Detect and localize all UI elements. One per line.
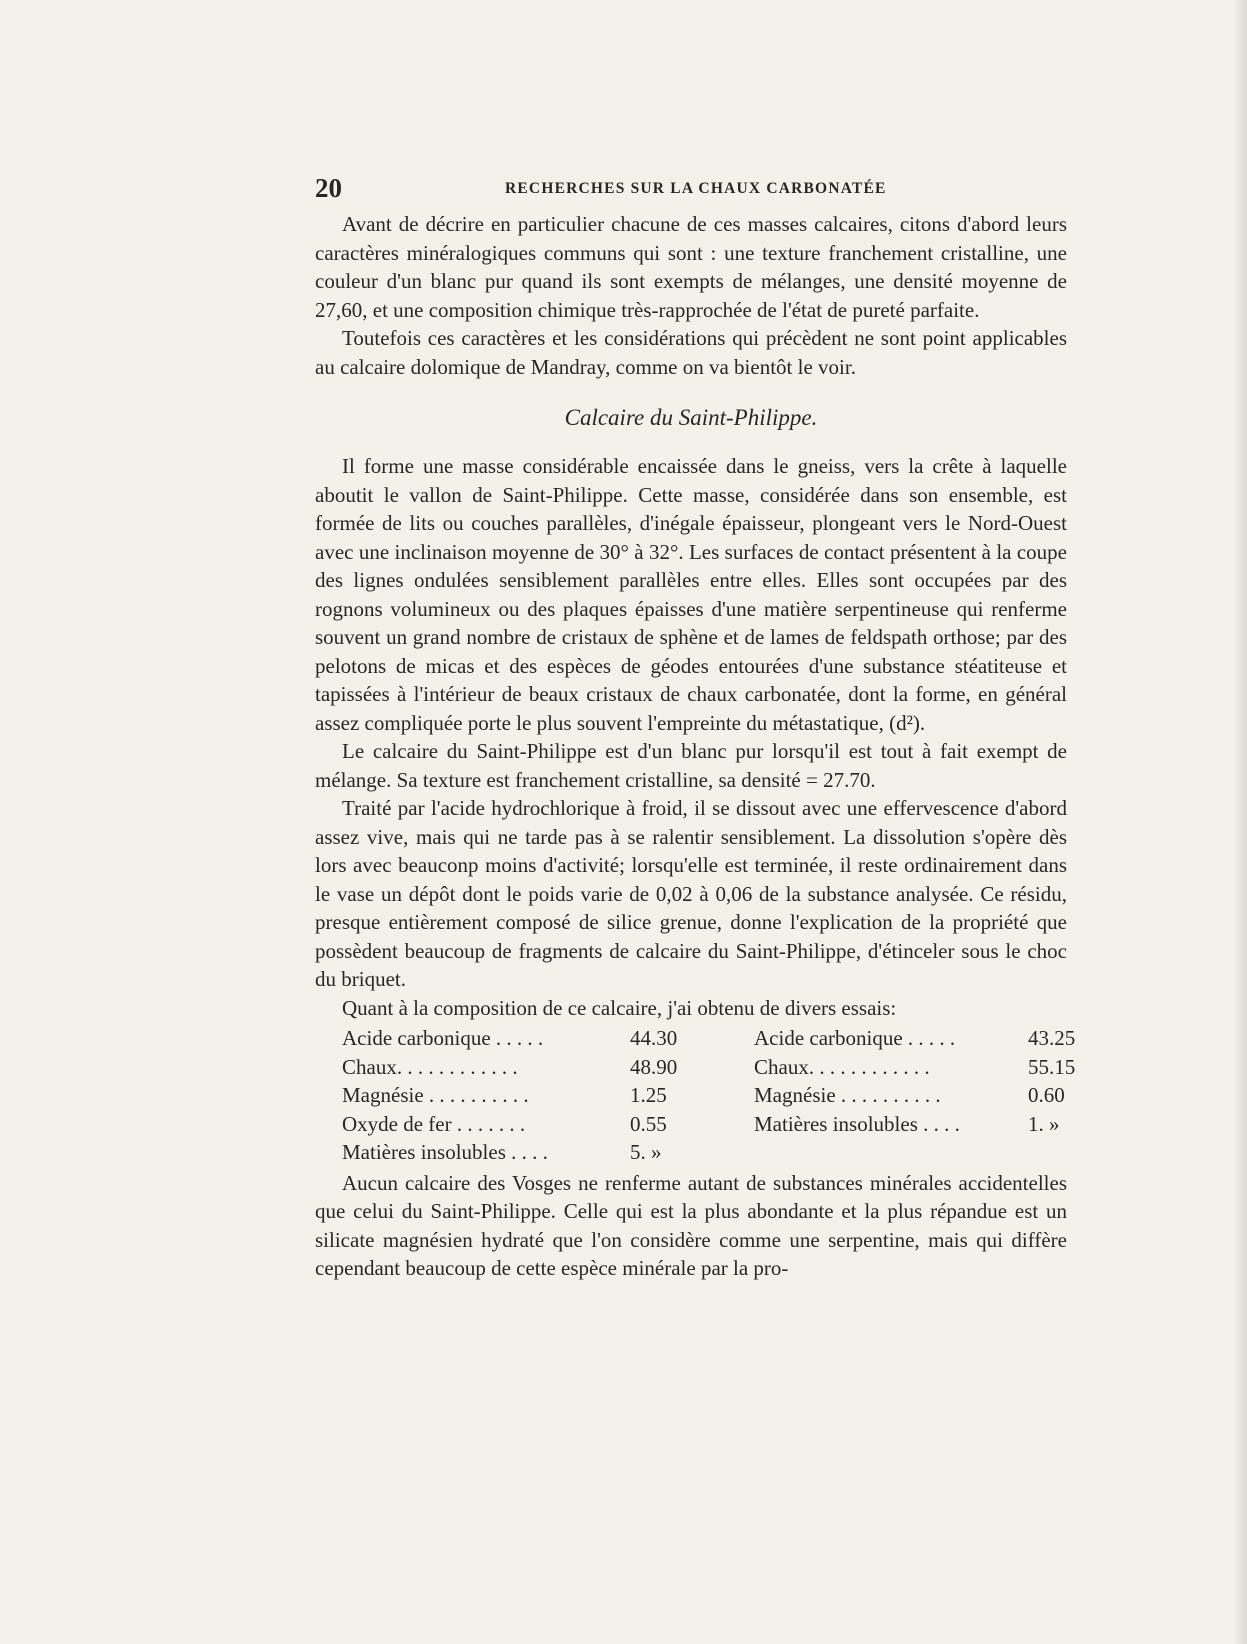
page-edge-shadow [1233,0,1247,1644]
component-name: Acide carbonique . . . . . [754,1026,956,1050]
composition-row [754,1110,1104,1139]
component-value: 1. » [1028,1111,1060,1136]
component-value: 44.30 [630,1026,678,1050]
component-name: Magnésie . . . . . . . . . . [754,1083,941,1107]
component-value: 48.90 [630,1054,678,1079]
component-name: Matières insolubles . . . . [342,1140,548,1164]
paragraph: Traité par l'acide hydrochlorique à froid, il se dissout avec une effervescence d'abord assez vive, mais qui ne tarde pas à se ralentir sensiblement. La dissolution s'opère dès lors avec beauconp moins d'activité; lorsqu'elle est terminée, il reste ordinairement dans le vase un dépôt dont le poids varie de 0,02 à 0,06 de la substance analysée. Ce résidu, presque entièrement composé de silice grenue, donne l'explication de la propriété que possèdent beaucoup de fragments de calcaire du Saint-Philippe, d'étinceler sous le choc du briquet. [315,796,1067,991]
component-value: 55.15 [1028,1054,1076,1079]
paragraph: Le calcaire du Saint-Philippe est d'un blanc pur lorsqu'il est tout à fait exempt de mélange. Sa texture est franchement cristalline, sa densité = 27.70. [315,739,1067,792]
composition-row [754,1081,1104,1110]
component-name: Matières insolubles . . . . [754,1111,960,1136]
component-name: Magnésie . . . . . . . . . . [342,1083,529,1107]
composition-table [342,1024,1076,1167]
component-name: Chaux. . . . . . . . . . . . [754,1054,930,1079]
paragraph: Toutefois ces caractères et les considérations qui précèdent ne sont point applicables au calcaire dolomique de Mandray, comme on va bientôt le voir. [315,326,1067,379]
composition-column-right [754,1024,1104,1138]
composition-row [342,1081,692,1110]
running-title: RECHERCHES SUR LA CHAUX CARBONATÉE [505,180,887,197]
composition-row [754,1053,1104,1082]
component-value: 0.55 [630,1111,667,1136]
body-text [315,210,1076,1283]
composition-row [342,1138,692,1167]
composition-row [342,1110,692,1139]
component-value: 43.25 [1028,1026,1076,1050]
component-value: 5. » [630,1140,662,1164]
page-number: 20 [315,173,342,203]
paragraph: Aucun calcaire des Vosges ne renferme autant de substances minérales accidentelles que celui du Saint-Philippe. Celle qui est la plus abondante et la plus répandue est un silicate magnésien hydraté que l'on considère comme une serpentine, mais qui diffère cependant beaucoup de cette espèce minérale par la pro- [315,1170,1067,1280]
component-name: Acide carbonique . . . . . [342,1026,544,1050]
component-name: Chaux. . . . . . . . . . . . [342,1054,518,1079]
composition-row [342,1053,692,1082]
section-title: Calcaire du Saint-Philippe. [564,405,818,430]
composition-column-left [342,1024,692,1167]
page-header [315,172,915,206]
paragraph: Il forme une masse considérable encaissée dans le gneiss, vers la crête à laquelle aboutit le vallon de Saint-Philippe. Cette masse, considérée dans son ensemble, est formée de lits ou couches parallèles, d'inégale épaisseur, plongeant vers le Nord-Ouest avec une inclinaison moyenne de 30° à 32°. Les surfaces de contact présentent à la coupe des lignes ondulées sensiblement parallèles entre elles. Elles sont occupées par des rognons volumineux ou des plaques épaisses d'une matière serpentineuse qui renferme souvent un grand nombre de cristaux de sphène et de lames de feldspath orthose; par des pelotons de micas et des espèces de géodes entourées d'une substance stéatiteuse et tapissées à l'intérieur de beaux cristaux de chaux carbonatée, dont la forme, en général assez compliquée porte le plus souvent l'empreinte du métastatique, (d²). [315,454,1067,735]
component-value: 1.25 [630,1083,667,1107]
composition-row [754,1024,1104,1053]
composition-row [342,1024,692,1053]
paragraph: Avant de décrire en particulier chacune de ces masses calcaires, citons d'abord leurs caractères minéralogiques communs qui sont : une texture franchement cristalline, une couleur d'un blanc pur quand ils sont exempts de mélanges, une densité moyenne de 27,60, et une composition chimique très-rapprochée de l'état de pureté parfaite. [315,212,1067,322]
paragraph: Quant à la composition de ce calcaire, j'ai obtenu de divers essais: [342,995,897,1020]
component-name: Oxyde de fer . . . . . . . [342,1111,526,1136]
component-value: 0.60 [1028,1083,1065,1107]
